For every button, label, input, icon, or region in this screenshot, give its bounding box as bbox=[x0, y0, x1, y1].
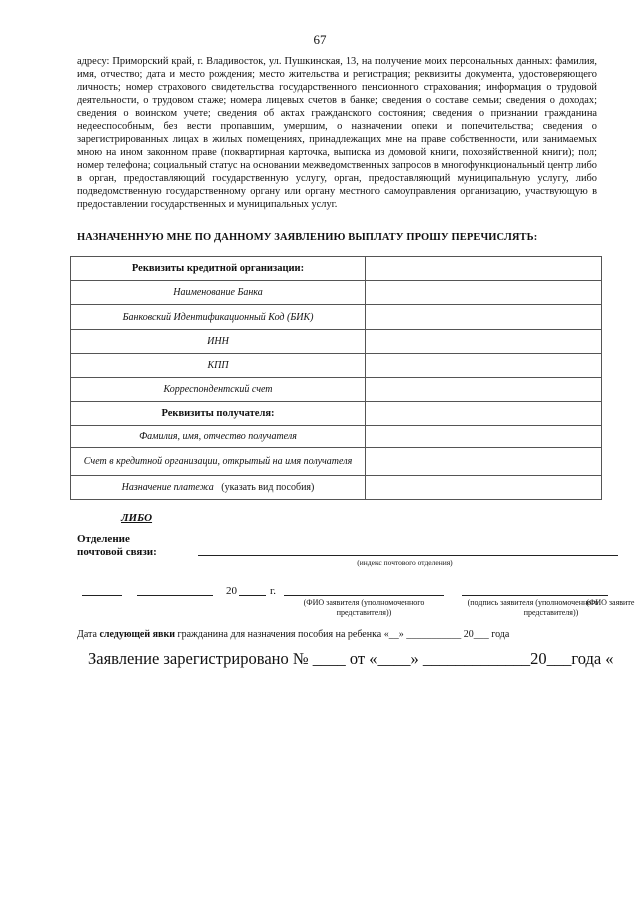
bik-field[interactable] bbox=[366, 305, 602, 330]
applicant-signature-caption-line2: представителя)) bbox=[523, 608, 579, 617]
recipient-requisites-header: Реквизиты получателя: bbox=[71, 402, 366, 426]
table-row bbox=[71, 354, 602, 378]
post-office-label-line1: Отделение bbox=[77, 533, 130, 545]
bank-requisites-header: Реквизиты кредитной организации: bbox=[71, 257, 366, 281]
payment-purpose-italic: Назначение платежа bbox=[121, 482, 214, 493]
table-row bbox=[71, 402, 602, 426]
applicant-name-caption-line1: (ФИО заявителя (уполномоченного bbox=[303, 598, 425, 607]
bik-label: Банковский Идентификационный Код (БИК) bbox=[71, 305, 366, 330]
year-prefix: 20 bbox=[226, 585, 237, 597]
table-row bbox=[71, 305, 602, 330]
inn-field[interactable] bbox=[366, 330, 602, 354]
post-office-label bbox=[77, 533, 157, 559]
kpp-field[interactable] bbox=[366, 354, 602, 378]
next-visit-prefix: Дата bbox=[77, 629, 97, 640]
applicant-name-field[interactable] bbox=[284, 595, 444, 596]
kpp-label: КПП bbox=[71, 354, 366, 378]
day-field[interactable] bbox=[82, 595, 122, 596]
signature-caption-text: (подпись заявителя (уполномоченного bbox=[467, 598, 599, 607]
recipient-requisites-value[interactable] bbox=[366, 402, 602, 426]
table-row bbox=[71, 426, 602, 448]
table-row bbox=[71, 448, 602, 476]
next-visit-line bbox=[77, 629, 509, 640]
recipient-name-field[interactable] bbox=[366, 426, 602, 448]
year-suffix: г. bbox=[270, 585, 277, 597]
payment-heading: НАЗНАЧЕННУЮ МНЕ ПО ДАННОМУ ЗАЯВЛЕНИЮ ВЫПЛАТУ ПРОШУ ПЕРЕЧИСЛЯТЬ: bbox=[77, 232, 538, 243]
registration-line: Заявление зарегистрировано № ____ от «____» _____________20___года « bbox=[88, 649, 614, 668]
corr-account-field[interactable] bbox=[366, 378, 602, 402]
post-index-caption: (индекс почтового отделения) bbox=[357, 558, 453, 567]
account-label: Счет в кредитной организации, открытый на имя получателя bbox=[71, 448, 366, 476]
recipient-name-label: Фамилия, имя, отчество получателя bbox=[71, 426, 366, 448]
applicant-name-caption bbox=[284, 598, 444, 618]
table-row bbox=[71, 257, 602, 281]
applicant-name-caption-line2: представителя)) bbox=[336, 608, 392, 617]
inn-label: ИНН bbox=[71, 330, 366, 354]
applicant-signature-field[interactable] bbox=[462, 595, 608, 596]
signature-caption-overlap: (ФИО заявите bbox=[586, 598, 635, 607]
bank-requisites-value[interactable] bbox=[366, 257, 602, 281]
year-field[interactable] bbox=[239, 595, 266, 596]
signature-row bbox=[0, 585, 640, 599]
applicant-signature-caption bbox=[462, 598, 640, 618]
table-row bbox=[71, 330, 602, 354]
bank-name-label: Наименование Банка bbox=[71, 281, 366, 305]
next-visit-rest: гражданина для назначения пособия на ребенка «__» ___________ 20___ года bbox=[177, 629, 510, 640]
applicant-signature-caption-line1 bbox=[462, 598, 640, 608]
table-row bbox=[71, 476, 602, 500]
corr-account-label: Корреспондентский счет bbox=[71, 378, 366, 402]
bank-details-table bbox=[70, 256, 602, 500]
payment-purpose-field[interactable] bbox=[366, 476, 602, 500]
page-number: 67 bbox=[313, 32, 327, 47]
bank-name-field[interactable] bbox=[366, 281, 602, 305]
or-label: ЛИБО bbox=[121, 512, 153, 524]
month-field[interactable] bbox=[137, 595, 213, 596]
payment-purpose-label bbox=[71, 476, 366, 500]
post-office-label-line2: почтовой связи: bbox=[77, 546, 157, 558]
post-office-index-field[interactable] bbox=[198, 555, 618, 556]
next-visit-bold: следующей явки bbox=[99, 629, 175, 640]
table-row bbox=[71, 378, 602, 402]
payment-purpose-hint: (указать вид пособия) bbox=[221, 482, 315, 493]
consent-paragraph: адресу: Приморский край, г. Владивосток, ул. Пушкинская, 13, на получение моих персональных данных: фамилия, имя, отчество; дата и место рождения; место жительства и регистрация; реквизиты документа, удостоверяющего личность; номер страхового свидетельства государственного пенсионного страхования; информация о трудовой деятельности, о трудовом стаже; номера лицевых счетов в банке; сведения о составе семьи; сведения о доходах; сведения о воинском учете; сведения об актах гражданского состояния; сведения о признании гражданина недееспособным, без вести пропавшим, умершим, о назначении опеки и попечительства; сведения о зарегистрированных лицах в жилых помещениях, принадлежащих мне на праве собственности, или занимаемых мною на ином законном праве (поквартирная карточка, выписка из домовой книги, похозяйственной книги); пол; номер телефона; социальный статус на основании межведомственных запросов в многофункциональный центр либо в орган, предоставляющий государственную услугу, орган, предоставляющий муниципальную услугу, либо подведомственную государственному органу или органу местного самоуправления организацию, участвующую в предоставлении государственных и муниципальных услуг. bbox=[77, 56, 597, 210]
table-row bbox=[71, 281, 602, 305]
account-field[interactable] bbox=[366, 448, 602, 476]
